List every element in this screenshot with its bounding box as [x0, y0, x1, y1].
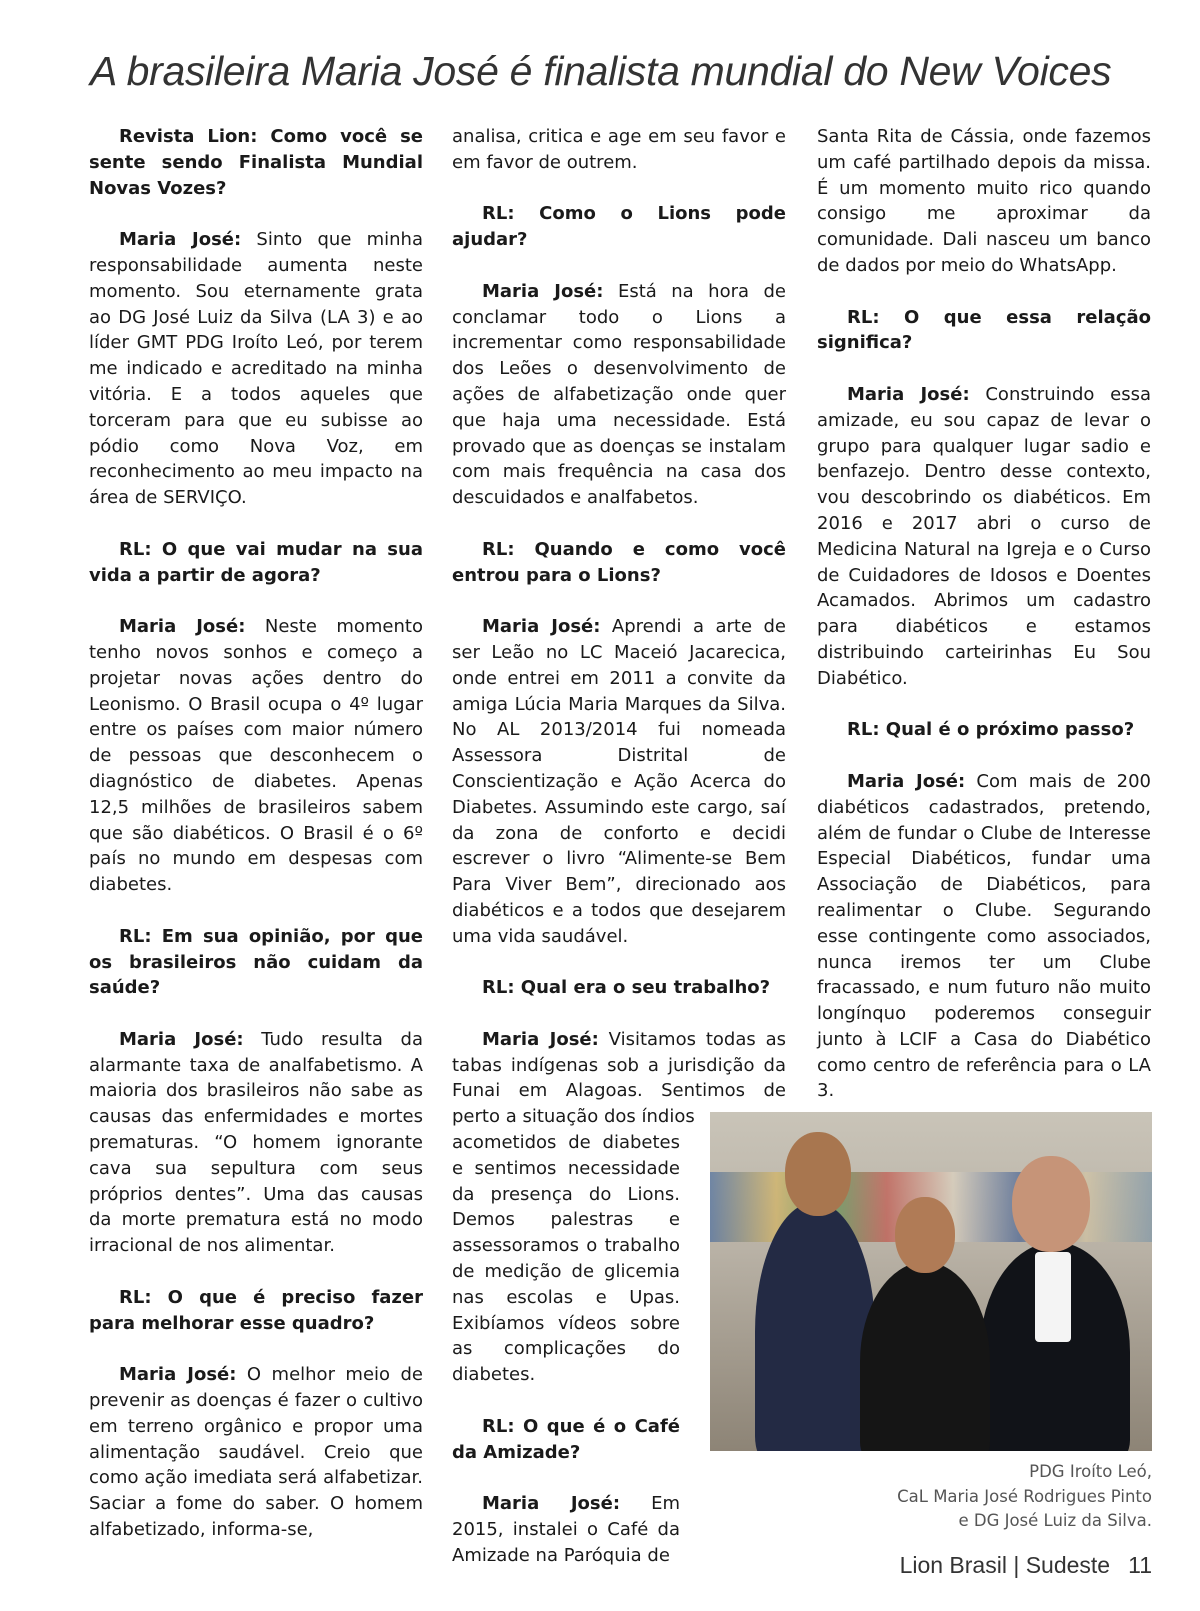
speaker-label: Maria José: — [119, 616, 246, 638]
photo-caption — [760, 1460, 1152, 1534]
publication-name: Lion Brasil | Sudeste — [899, 1552, 1111, 1578]
group-photo — [710, 1112, 1152, 1451]
speaker-label: Maria José: — [482, 616, 601, 638]
interview-question: RL: O que vai mudar na sua vida a partir de agora? — [89, 538, 423, 586]
photo-person-left-head — [785, 1132, 851, 1216]
photo-person-center-head — [895, 1197, 955, 1273]
interview-question: Revista Lion: Como você se sente sendo Finalista Mundial Novas Vozes? — [89, 126, 423, 199]
interview-question: RL: Qual é o próximo passo? — [847, 719, 1135, 741]
interview-question: RL: Quando e como você entrou para o Lions? — [452, 538, 786, 586]
caption-line: e DG José Luiz da Silva. — [958, 1511, 1152, 1530]
interview-answer — [452, 279, 786, 511]
answer-text: Construindo essa amizade, eu sou capaz de levar o grupo para qualquer lugar sadio e benfazejo. Dentro desse contexto, vou descobrindo os diabéticos. Em 2016 e 2017 abri o curso de Medicina Natural na Igreja e o Curso de Cuidadores de Idosos e Doentes Acamados. Abrimos um cadastro para diabéticos e estamos distribuindo carteirinhas Eu Sou Diabético. — [817, 383, 1151, 689]
interview-question: RL: Qual era o seu trabalho? — [482, 977, 771, 999]
answer-text: Está na hora de conclamar todo o Lions a incrementar como responsabilidade dos Leões o desenvolvimento de ações de alfabetização onde quer que haja uma necessidade. Está provado que as doenças se instalam com mais frequência na casa dos descuidados e analfabetos. — [452, 280, 787, 509]
answer-text: O melhor meio de prevenir as doenças é fazer o cultivo em terreno orgânico e propor uma alimentação saudável. Creio que como ação imediata será alfabetizar. Saciar a fome do saber. O homem alfabetizado, informa-se, — [89, 1364, 424, 1541]
answer-text: Visitamos todas as tabas indígenas sob a jurisdição da Funai em Alagoas. Sentimos de perto a situação dos índios — [452, 1028, 786, 1128]
speaker-label: Maria José: — [119, 1364, 237, 1386]
interview-question: RL: Em sua opinião, por que os brasileiros não cuidam da saúde? — [89, 925, 423, 999]
continued-text: analisa, critica e age em seu favor e em favor de outrem. — [452, 126, 786, 173]
interview-answer — [89, 614, 423, 898]
caption-line: PDG Iroíto Leó, — [1029, 1462, 1152, 1481]
answer-text: Sinto que minha responsabilidade aumenta neste momento. Sou eternamente grata ao DG José Luiz da Silva (LA 3) e ao líder GMT PDG Iroíto Leó, por terem me indicado e acreditado na minha vitória. E a todos aqueles que torceram para que eu subisse ao pódio como Nova Voz, em reconhecimento ao meu impacto na área de SERVIÇO. — [89, 229, 423, 509]
interview-question: RL: O que é preciso fazer para melhorar esse quadro? — [89, 1286, 423, 1334]
speaker-label: Maria José: — [119, 1028, 244, 1050]
article-headline: A brasileira Maria José é finalista mundial do New Voices — [90, 48, 1112, 94]
interview-answer — [817, 382, 1151, 692]
article-column-1 — [89, 124, 423, 1569]
answer-text: Neste momento tenho novos sonhos e começo a projetar novas ações dentro do Leonismo. O Brasil ocupa o 4º lugar entre os países com maior número de pessoas que desconhecem o diagnóstico de diabetes. Apenas 12,5 milhões de brasileiros sabem que são diabéticos. O Brasil é o 6º país no mundo em despesas com diabetes. — [89, 616, 423, 896]
interview-answer — [817, 769, 1151, 1104]
speaker-label: Maria José: — [119, 229, 242, 251]
answer-text: Com mais de 200 diabéticos cadastrados, pretendo, além de fundar o Clube de Interesse Especial Diabéticos, fundar uma Associação de Diabéticos, para realimentar o Clube. Segurando esse contingente como associados, nunca iremos ter um Clube fracassado, e num futuro não muito longínquo poderemos conseguir junto à LCIF a Casa do Diabético como centro de referência para o LA 3. — [817, 770, 1151, 1102]
answer-text: Em 2015, instalei o Café da Amizade na Paróquia de — [452, 1493, 680, 1566]
answer-text: Tudo resulta da alarmante taxa de analfabetismo. A maioria dos brasileiros não sabe as causas das enfermidades e mortes prematuras. “O homem ignorante cava sua sepultura com seus próprios dentes”. Uma das causas da morte prematura está no modo irracional de nos alimentar. — [89, 1028, 423, 1257]
interview-answer — [452, 614, 786, 949]
interview-answer — [89, 227, 423, 511]
photo-person-center — [860, 1262, 990, 1451]
speaker-label: Maria José: — [847, 383, 970, 405]
interview-answer — [89, 1027, 423, 1259]
interview-question: RL: Como o Lions pode ajudar? — [452, 203, 786, 251]
interview-question: RL: O que essa relação significa? — [817, 306, 1151, 354]
caption-line: CaL Maria José Rodrigues Pinto — [897, 1486, 1152, 1506]
speaker-label: Maria José: — [482, 280, 604, 302]
page-footer — [900, 1552, 1152, 1579]
answer-text: Aprendi a arte de ser Leão no LC Maceió Jacarecica, onde entrei em 2011 a convite da amiga Lúcia Maria Marques da Silva. No AL 2013/2014 fui nomeada Assessora Distrital de Conscientização e Ação Acerca do Diabetes. Assumindo este cargo, saí da zona de conforto e decidi escrever o livro “Alimente-se Bem Para Viver Bem”, direcionado aos diabéticos e a todos que desejarem uma vida saudável. — [452, 616, 786, 947]
photo-person-right-head — [1012, 1156, 1090, 1252]
speaker-label: Maria José: — [482, 1028, 599, 1050]
speaker-label: Maria José: — [847, 770, 966, 792]
interview-answer — [89, 1362, 423, 1543]
article-column-3 — [817, 124, 1151, 1130]
page-number: 11 — [1128, 1552, 1152, 1578]
continued-text: Santa Rita de Cássia, onde fazemos um café partilhado depois da missa. É um momento muito rico quando consigo me aproximar da comunidade. Dali nasceu um banco de dados por meio do WhatsApp. — [817, 126, 1151, 276]
speaker-label: Maria José: — [482, 1493, 621, 1515]
interview-answer — [452, 1491, 680, 1568]
interview-question: RL: O que é o Café da Amizade? — [452, 1415, 680, 1463]
photo-person-right-shirt — [1035, 1252, 1071, 1342]
answer-text-wrapped: acometidos de diabetes e sentimos necessidade da presença do Lions. Demos palestras e assessoramos o trabalho de medição de glicemia nas escolas e Upas. Exibíamos vídeos sobre as complicações do diabetes. — [452, 1132, 680, 1386]
photo-person-left — [755, 1202, 875, 1451]
